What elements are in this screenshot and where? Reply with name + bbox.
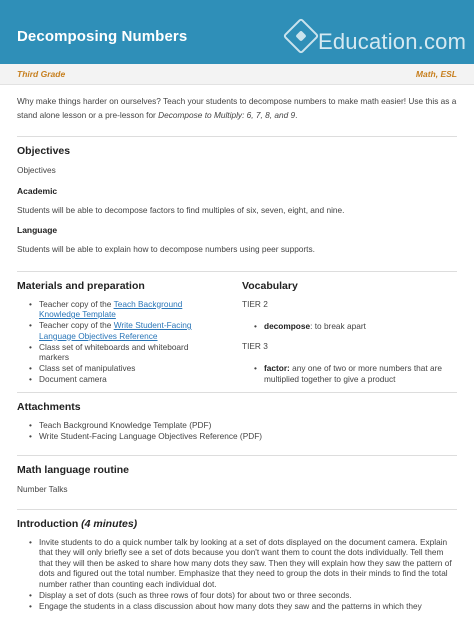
vocabulary-column (242, 280, 457, 385)
divider (17, 509, 457, 510)
divider (17, 455, 457, 456)
divider (17, 271, 457, 272)
list-item: • factor: any one of two or more numbers that are multiplied together to give a product (254, 363, 457, 384)
vocabulary-heading: Vocabulary (242, 279, 298, 292)
materials-column (17, 280, 217, 386)
list-item: • Teacher copy of the Write Student-Facing Language Objectives Reference (29, 320, 217, 341)
intro-paragraph: Why make things harder on ourselves? Teach your students to decompose numbers to make math easier! Use this as a stand alone lesson or a pre-lesson for Decompose to Multiply: 6, 7, 8, and 9. (17, 96, 457, 120)
page-header (0, 0, 474, 64)
list-item: • Invite students to do a quick number talk by looking at a set of dots displayed on the document camera. Explain that they will only briefly see a set of dots because you don't want them to count the dots individually. Tell them that they will then be asked to share how many dots they saw. Then they will explain how they saw the pattern of dots and figured out the total number. Emphasize that they need to group the dots in their minds to find the total number rather than counting each individual dot. (29, 537, 457, 590)
introduction-duration: (4 minutes) (81, 517, 138, 530)
education-diamond-logo-icon (283, 18, 320, 55)
attachments-list (17, 420, 457, 442)
attachments-heading: Attachments (17, 400, 81, 413)
academic-objective: Students will be able to decompose factors to find multiples of six, seven, eight, and nine. (17, 204, 345, 215)
divider (17, 136, 457, 137)
vocab-term: factor: (264, 363, 290, 373)
tier2-list (242, 321, 457, 332)
objectives-text: Objectives (17, 165, 56, 175)
page-title: Decomposing Numbers (17, 28, 188, 45)
materials-heading: Materials and preparation (17, 279, 145, 292)
list-item: • Display a set of dots (such as three rows of four dots) for about two or three seconds. (29, 590, 457, 601)
related-lesson-title: Decompose to Multiply: 6, 7, 8, and 9 (158, 109, 296, 120)
subject-label: Math, ESL (415, 69, 457, 79)
tier2-label: TIER 2 (242, 298, 268, 309)
divider (17, 392, 457, 393)
academic-heading: Academic (17, 185, 58, 196)
objectives-heading: Objectives (17, 145, 71, 157)
tier3-label: TIER 3 (242, 341, 268, 351)
lesson-content (17, 95, 457, 612)
list-item: • Engage the students in a class discussion about how many dots they saw and the patterns in which they (29, 601, 457, 612)
vocab-term: decompose (264, 320, 311, 331)
attachment-item[interactable]: • Teach Background Knowledge Template (PDF) (29, 420, 457, 431)
list-item: • Class set of manipulatives (29, 363, 217, 374)
teach-background-link[interactable]: Teach Background Knowledge Template (39, 298, 183, 319)
grade-label: Third Grade (17, 69, 66, 79)
attachment-item[interactable]: • Write Student-Facing Language Objectives Reference (PDF) (29, 431, 457, 442)
list-item: • decompose: to break apart (254, 321, 457, 332)
language-objectives-link[interactable]: Write Student-Facing Language Objectives Reference (39, 320, 192, 341)
meta-bar (0, 64, 474, 85)
materials-vocabulary-section (17, 280, 457, 392)
list-item: • Class set of whiteboards and whiteboard markers (29, 342, 217, 363)
list-item: • Document camera (29, 374, 217, 385)
list-item: • Teacher copy of the Teach Background Knowledge Template (29, 299, 217, 320)
routine-heading: Math language routine (17, 464, 130, 476)
materials-list (17, 299, 217, 385)
tier3-list (242, 363, 457, 384)
language-objective: Students will be able to explain how to decompose numbers using peer supports. (17, 244, 315, 254)
introduction-steps (17, 537, 457, 612)
language-heading: Language (17, 225, 58, 235)
logo-text: Education.com (318, 29, 467, 54)
introduction-heading: Introduction (4 minutes) (17, 517, 138, 530)
routine-text: Number Talks (17, 484, 68, 494)
